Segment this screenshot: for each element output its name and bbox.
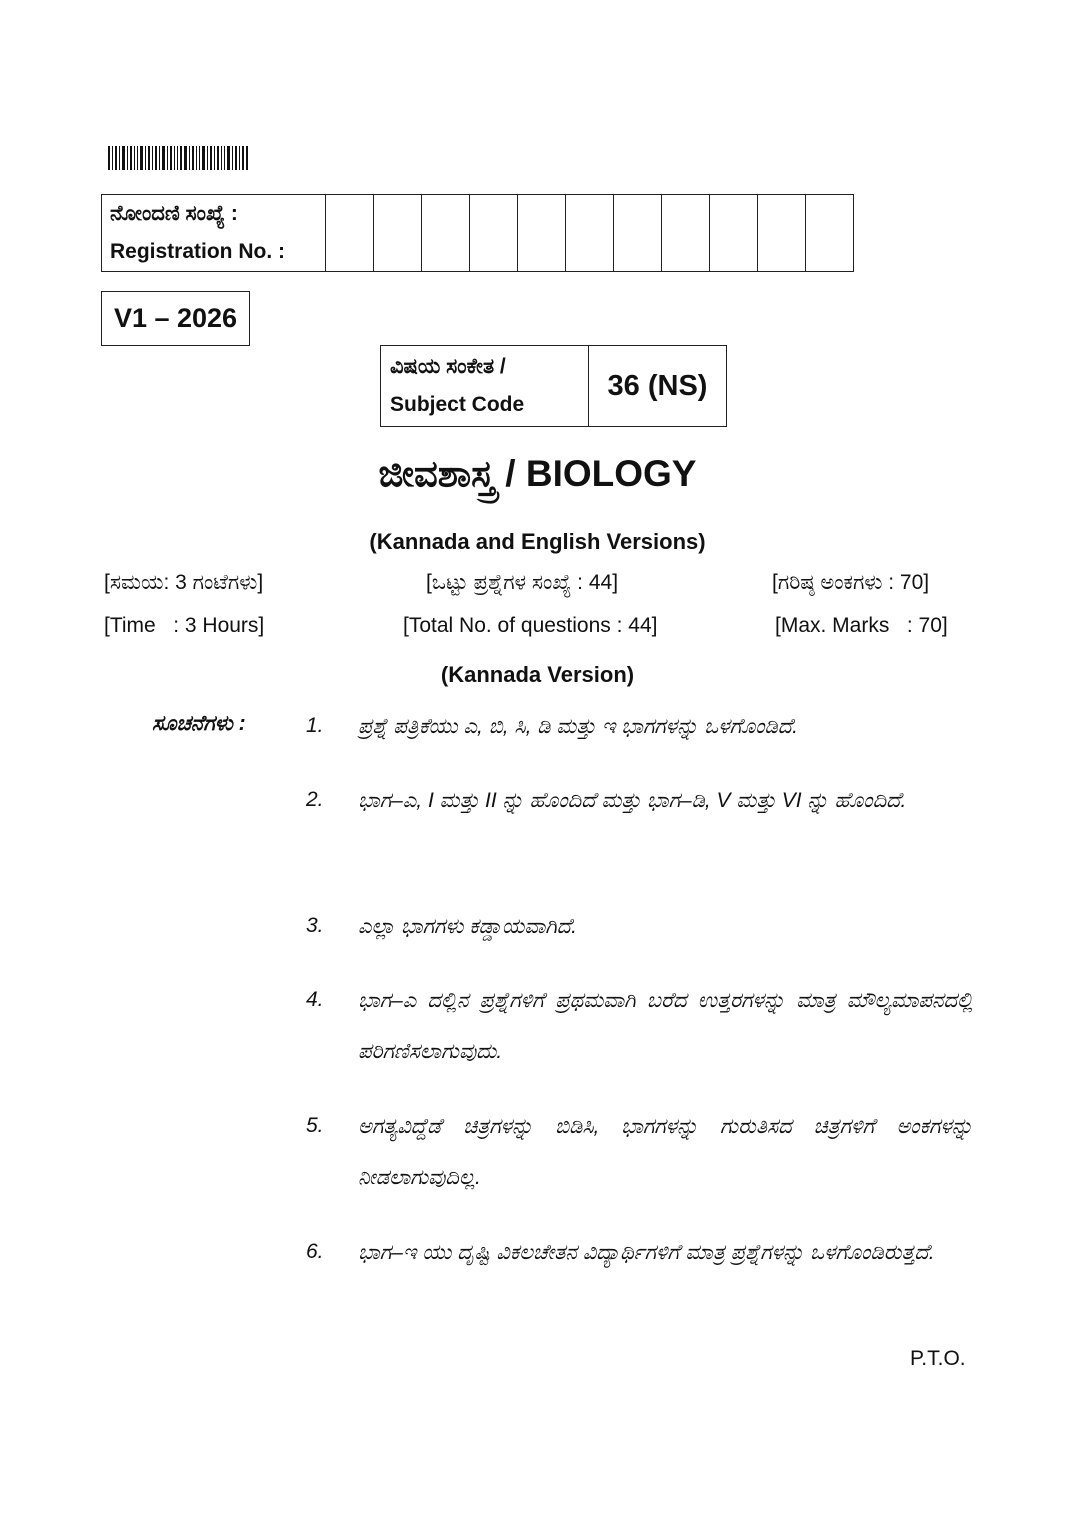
instruction-number: 6. xyxy=(306,1240,324,1263)
instruction-number: 1. xyxy=(306,714,324,737)
registration-digit-box[interactable] xyxy=(758,195,806,272)
instruction-text: ಭಾಗ–ಇ ಯು ದೃಷ್ಟಿ ವಿಕಲಚೇತನ ವಿದ್ಯಾರ್ಥಿಗಳಿಗೆ ಮಾತ್ರ ಪ್ರಶ್ನೆಗಳನ್ನು ಒಳಗೊಂಡಿರುತ್ತದೆ. xyxy=(358,1241,935,1264)
marks-kannada: [ಗರಿಷ್ಠ ಅಂಕಗಳು : 70] xyxy=(772,571,930,594)
paper-subtitle: (Kannada and English Versions) xyxy=(369,529,706,554)
registration-digit-box[interactable] xyxy=(470,195,518,272)
subject-code-label-english: Subject Code xyxy=(390,393,525,416)
instruction-text: ಭಾಗ–ಎ ದಲ್ಲಿನ ಪ್ರಶ್ನೆಗಳಿಗೆ ಪ್ರಥಮವಾಗಿ ಬರೆದ ಉತ್ತರಗಳನ್ನು ಮಾತ್ರ ಮೌಲ್ಯಮಾಪನದಲ್ಲಿ ಪರಿಗಣಿಸಲಾಗುವುದು. xyxy=(358,989,973,1063)
registration-table xyxy=(101,194,854,272)
instruction-number: 2. xyxy=(306,788,324,811)
subject-code-label-kannada: ವಿಷಯ ಸಂಕೇತ / xyxy=(390,355,506,378)
paper-version-code: V1 – 2026 xyxy=(101,291,250,346)
instruction-text: ಭಾಗ–ಎ, I ಮತ್ತು II ನ್ನು ಹೊಂದಿದೆ ಮತ್ತು ಭಾಗ–ಡಿ, V ಮತ್ತು VI ನ್ನು ಹೊಂದಿದೆ. xyxy=(358,789,907,812)
subject-code-value: 36 (NS) xyxy=(589,346,727,427)
time-english: [Time : 3 Hours] xyxy=(104,614,265,637)
registration-digit-box[interactable] xyxy=(566,195,614,272)
registration-label-english: Registration No. : xyxy=(110,240,286,263)
instruction-text: ಅಗತ್ಯವಿದ್ದೆಡೆ ಚಿತ್ರಗಳನ್ನು ಬಿಡಿಸಿ, ಭಾಗಗಳನ್ನು ಗುರುತಿಸದ ಚಿತ್ರಗಳಿಗೆ ಅಂಕಗಳನ್ನು ನೀಡಲಾಗುವುದಿಲ್ಲ. xyxy=(358,1115,973,1189)
subject-code-table xyxy=(380,345,727,427)
subject-code-label xyxy=(381,346,589,427)
registration-digit-box[interactable] xyxy=(806,195,854,272)
registration-digit-box[interactable] xyxy=(662,195,710,272)
instructions-label: ಸೂಚನೆಗಳು : xyxy=(152,712,246,735)
questions-english: [Total No. of questions : 44] xyxy=(403,614,658,637)
time-kannada: [ಸಮಯ: 3 ಗಂಟೆಗಳು] xyxy=(104,571,264,594)
registration-label-kannada: ನೋಂದಣಿ ಸಂಖ್ಯೆ : xyxy=(110,202,238,225)
paper-title: ಜೀವಶಾಸ್ತ್ರ / BIOLOGY xyxy=(378,453,697,494)
registration-digit-box[interactable] xyxy=(518,195,566,272)
instruction-text: ಎಲ್ಲಾ ಭಾಗಗಳು ಕಡ್ಡಾಯವಾಗಿದೆ. xyxy=(358,915,577,938)
registration-digit-box[interactable] xyxy=(614,195,662,272)
registration-label xyxy=(102,195,326,272)
questions-kannada: [ಒಟ್ಟು ಪ್ರಶ್ನೆಗಳ ಸಂಖ್ಯೆ : 44] xyxy=(426,571,619,594)
instruction-number: 5. xyxy=(306,1114,324,1137)
barcode-image xyxy=(108,146,248,170)
page-turn-note: P.T.O. xyxy=(910,1347,966,1370)
instruction-number: 3. xyxy=(306,914,324,937)
registration-digit-box[interactable] xyxy=(710,195,758,272)
registration-digit-box[interactable] xyxy=(422,195,470,272)
marks-english: [Max. Marks : 70] xyxy=(775,614,948,637)
instruction-number: 4. xyxy=(306,988,324,1011)
version-heading: (Kannada Version) xyxy=(440,662,635,687)
registration-digit-box[interactable] xyxy=(374,195,422,272)
instruction-text: ಪ್ರಶ್ನೆ ಪತ್ರಿಕೆಯು ಎ, ಬಿ, ಸಿ, ಡಿ ಮತ್ತು ಇ ಭಾಗಗಳನ್ನು ಒಳಗೊಂಡಿದೆ. xyxy=(358,715,798,738)
registration-digit-box[interactable] xyxy=(326,195,374,272)
